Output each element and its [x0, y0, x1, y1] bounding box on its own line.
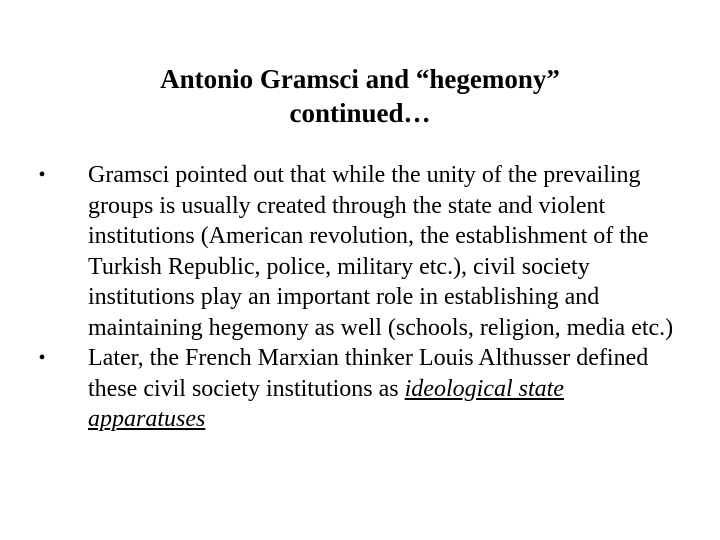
bullet-item-2	[32, 343, 682, 435]
bullet-text-2	[88, 343, 682, 435]
bullet-text-2-body: Later, the French Marxian thinker Louis Althusser defined these civil society institutions as	[88, 345, 649, 402]
slide-title	[60, 62, 660, 130]
bullet-point-icon: •	[38, 347, 46, 369]
bullet-text-1: Gramsci pointed out that while the unity of the prevailing groups is usually created through the state and violent institutions (American revolution, the establishment of the Turkish Republic, police, military etc.), civil society institutions play an important role in establishing and maintaining hegemony as well (schools, religion, media etc.)	[88, 162, 674, 341]
bullet-point-icon: •	[38, 164, 46, 186]
title-line-2: continued…	[289, 98, 431, 128]
bullet-list	[32, 160, 682, 435]
title-line-1: Antonio Gramsci and “hegemony”	[160, 64, 560, 94]
emphasized-term: ideological state apparatuses	[88, 375, 564, 432]
bullet-item-1	[32, 160, 682, 343]
